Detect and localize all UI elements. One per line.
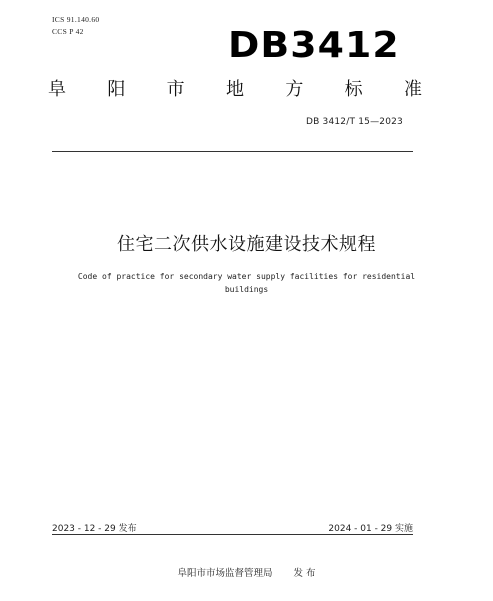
org-char: 方 bbox=[285, 79, 304, 100]
org-char: 地 bbox=[225, 79, 244, 100]
title-en-line: buildings bbox=[224, 285, 269, 294]
org-char: 阳 bbox=[107, 79, 126, 100]
organization-title bbox=[48, 76, 422, 104]
bottom-divider bbox=[52, 534, 413, 535]
ics-code: ICS 91.140.60 bbox=[52, 15, 100, 24]
org-char: 市 bbox=[166, 79, 185, 100]
top-divider bbox=[52, 151, 413, 152]
title-en-line: Code of practice for secondary water supply facilities for residential bbox=[77, 272, 416, 281]
publisher-action: 发 布 bbox=[293, 568, 316, 579]
document-title-cn: 住宅二次供水设施建设技术规程 bbox=[117, 234, 376, 255]
ccs-code: CCS P 42 bbox=[52, 27, 84, 36]
org-char: 准 bbox=[403, 79, 422, 100]
publisher-name: 阜阳市市场监督管理局 bbox=[177, 568, 273, 579]
standard-number: DB 3412/T 15—2023 bbox=[305, 117, 403, 127]
publisher-line bbox=[0, 565, 493, 579]
implementation-date: 2024 - 01 - 29 实施 bbox=[328, 524, 413, 534]
document-title-en bbox=[40, 270, 453, 296]
org-char: 阜 bbox=[48, 79, 66, 100]
issue-date: 2023 - 12 - 29 发布 bbox=[52, 524, 137, 534]
org-char: 标 bbox=[344, 79, 363, 100]
db-logo: DB3412 bbox=[228, 25, 400, 66]
